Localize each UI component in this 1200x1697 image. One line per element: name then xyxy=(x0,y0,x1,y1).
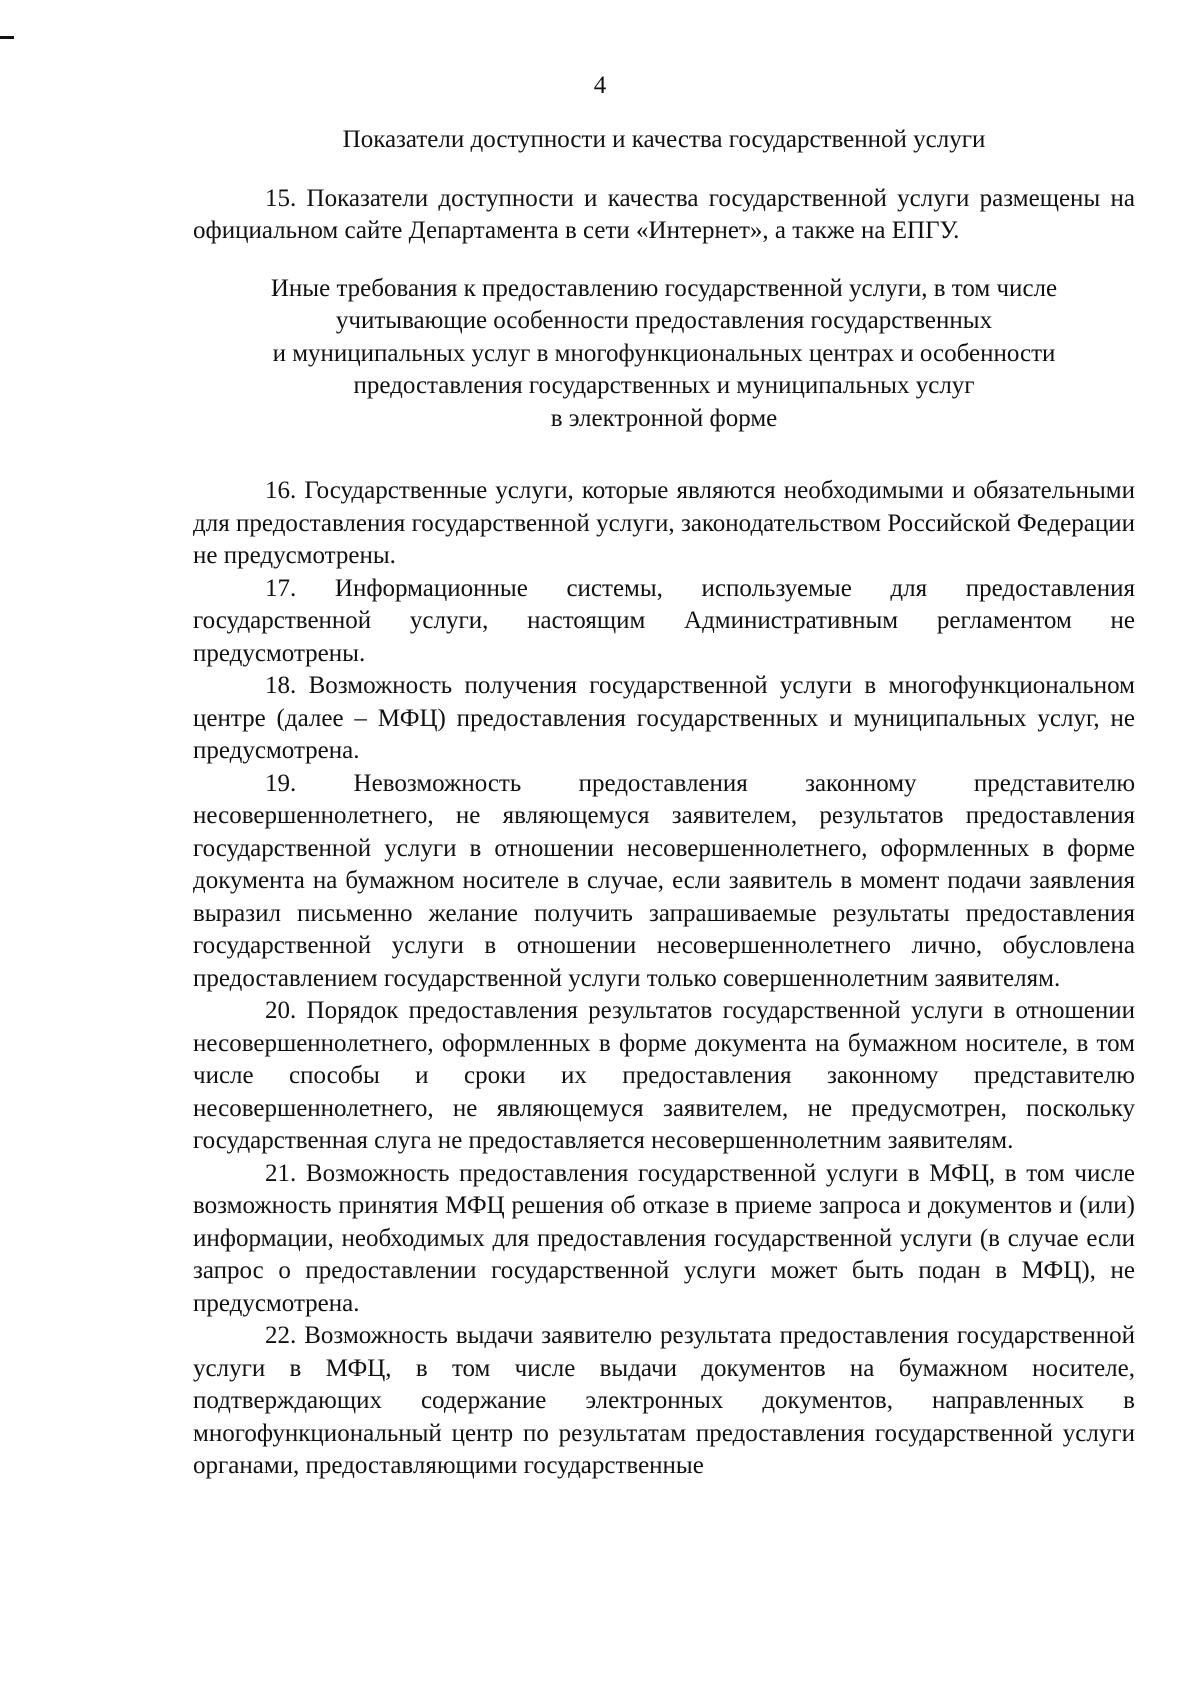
heading-line: учитывающие особенности предоставления государственных xyxy=(335,307,993,334)
scan-edge-mark xyxy=(0,36,14,39)
heading-line: Иные требования к предоставлению государственной услуги, в том числе xyxy=(270,274,1058,302)
paragraph-18: 18. Возможность получения государственной услуги в многофункциональном центре (далее – МФЦ) предоставления государственных и муниципальных услуг, не предусмотрена. xyxy=(193,672,1135,764)
paragraph-21: 21. Возможность предоставления государственной услуги в МФЦ, в том числе возможность принятия МФЦ решения об отказе в приеме запроса и документов и (или) информации, необходимых для предоставления государственной услуги (в случае если запрос о предоставлении государственной услуги может быть подан в МФЦ), не предусмотрена. xyxy=(193,1159,1135,1317)
paragraph-22: 22. Возможность выдачи заявителю результата предоставления государственной услуги в МФЦ, в том числе выдачи документов на бумажном носителе, подтверждающих содержание электронных документов, направленных в многофункциональный центр по результатам предоставления государственной услуги органами, предоставляющими государственные xyxy=(193,1322,1135,1479)
paragraph-19: 19. Невозможность предоставления законному представителю несовершеннолетнего, не являющемуся заявителем, результатов предоставления государственной услуги в отношении несовершеннолетнего, оформленных в форме документа на бумажном носителе в случае, если заявитель в момент подачи заявления выразил письменно желание получить запрашиваемые результаты предоставления государственной услуги в отношении несовершеннолетнего лично, обусловлена предоставлением государственной услуги только совершеннолетним заявителям. xyxy=(193,769,1135,992)
document-body xyxy=(193,124,1135,1483)
section-heading-accessibility: Показатели доступности и качества государственной услуги xyxy=(342,126,986,153)
section-other-requirements-body xyxy=(193,475,1135,1483)
heading-line: предоставления государственных и муниципальных услуг xyxy=(353,372,975,399)
paragraph-16: 16. Государственные услуги, которые являются необходимыми и обязательными для предоставления государственной услуги, законодательством Российской Федерации не предусмотрены. xyxy=(193,477,1135,569)
heading-line: и муниципальных услуг в многофункциональных центрах и особенности xyxy=(272,339,1056,367)
page-number: 4 xyxy=(593,72,607,99)
section-accessibility-body xyxy=(193,183,1135,248)
paragraph-17: 17. Информационные системы, используемые для предоставления государственной услуги, настоящим Административным регламентом не предусмотрены. xyxy=(193,574,1135,667)
heading-line: в электронной форме xyxy=(550,404,778,432)
paragraph-15: 15. Показатели доступности и качества государственной услуги размещены на официальном сайте Департамента в сети «Интернет», а также на ЕПГУ. xyxy=(193,184,1135,244)
section-heading-other-requirements xyxy=(193,273,1135,436)
paragraph-20: 20. Порядок предоставления результатов государственной услуги в отношении несовершеннолетнего, оформленных в форме документа на бумажном носителе, в том числе способы и сроки их предоставления законному представителю несовершеннолетнего, не являющемуся заявителем, не предусмотрен, поскольку государственная слуга не предоставляется несовершеннолетним заявителям. xyxy=(193,997,1135,1154)
